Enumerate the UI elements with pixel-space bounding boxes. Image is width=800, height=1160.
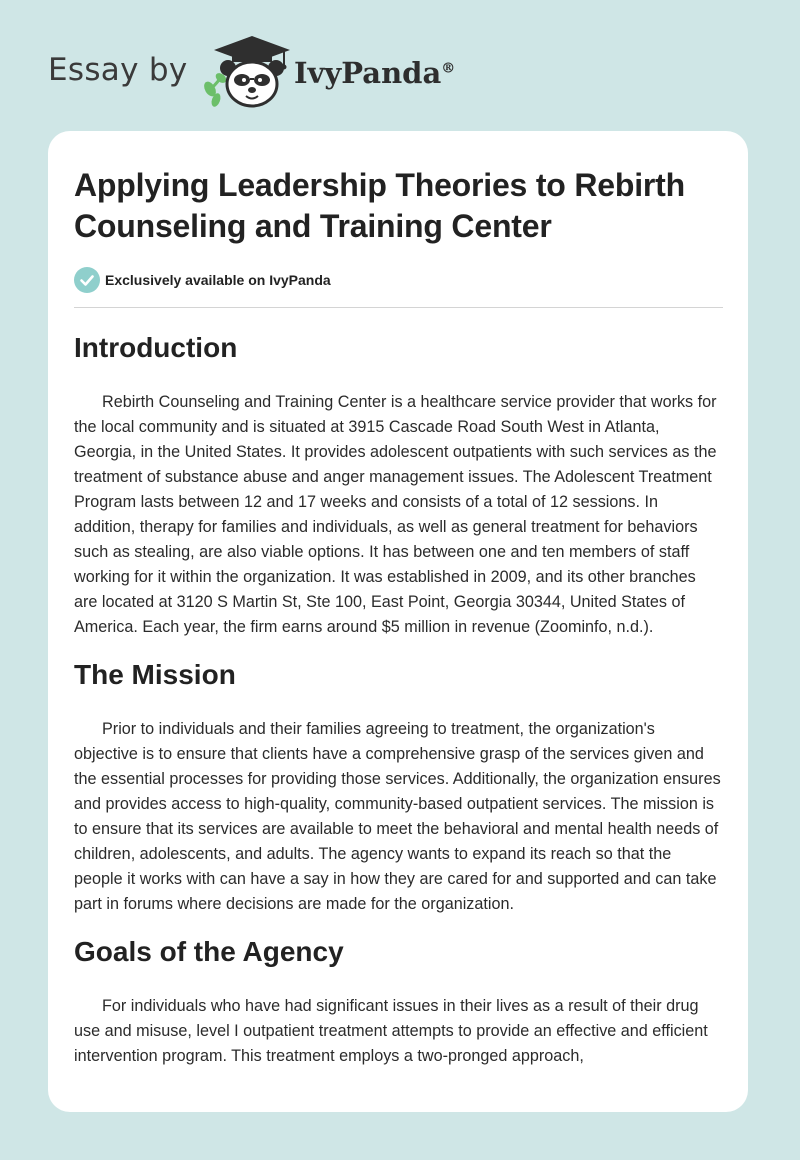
section-paragraph: Prior to individuals and their families agreeing to treatment, the organization's objective is to ensure that clients have a comprehensive grasp of the services given and the essential processes for providing those services. Additionally, the organization ensures and provides access to high-quality, community-based outpatient services. The mission is to ensure that its services are available to meet the behavioral and mental health needs of children, adolescents, and adults. The agency wants to expand its reach so that the people it works with can have a say in how they are cared for and supported and can take part in forums where decisions are made for the organization. — [74, 720, 721, 913]
article-title: Applying Leadership Theories to Rebirth Counseling and Training Center — [74, 167, 685, 244]
section-heading: The Mission — [74, 659, 236, 690]
section-introduction — [74, 331, 723, 640]
divider — [74, 307, 723, 308]
section-paragraph: For individuals who have had significant issues in their lives as a result of their drug use and misuse, level I outpatient treatment attempts to provide an effective and efficient intervention program. This treatment employs a two-pronged approach, — [74, 997, 708, 1065]
brand-prefix: Essay by — [48, 52, 188, 88]
section-heading: Goals of the Agency — [74, 936, 344, 967]
article-card — [48, 131, 748, 1112]
registered-mark: ® — [441, 60, 456, 77]
check-circle-icon — [74, 267, 100, 293]
section-mission — [74, 658, 723, 917]
section-goals — [74, 935, 723, 1069]
brand-name-text: IvyPanda — [294, 56, 442, 90]
section-paragraph: Rebirth Counseling and Training Center is a healthcare service provider that works for the local community and is situated at 3915 Cascade Road South West in Atlanta, Georgia, in the United States. It provides adolescent outpatients with such services as the treatment of substance abuse and anger management issues. The Adolescent Treatment Program lasts between 12 and 17 weeks and consists of a total of 12 sessions. In addition, therapy for families and individuals, as well as general treatment for behaviors such as stealing, are also viable options. It has between one and ten members of staff working for it within the organization. It was established in 2009, and its other branches are located at 3120 S Martin St, Ste 100, East Point, Georgia 30344, United States of America. Each year, the firm earns around $5 million in revenue (Zoominfo, n.d.). — [74, 393, 717, 636]
exclusive-badge — [74, 267, 723, 293]
panda-graduate-logo-icon[interactable] — [200, 34, 292, 110]
article-content — [74, 165, 723, 1069]
exclusive-label: Exclusively available on IvyPanda — [105, 272, 331, 288]
section-heading: Introduction — [74, 332, 238, 363]
site-header — [48, 30, 508, 110]
brand-name — [294, 56, 455, 90]
